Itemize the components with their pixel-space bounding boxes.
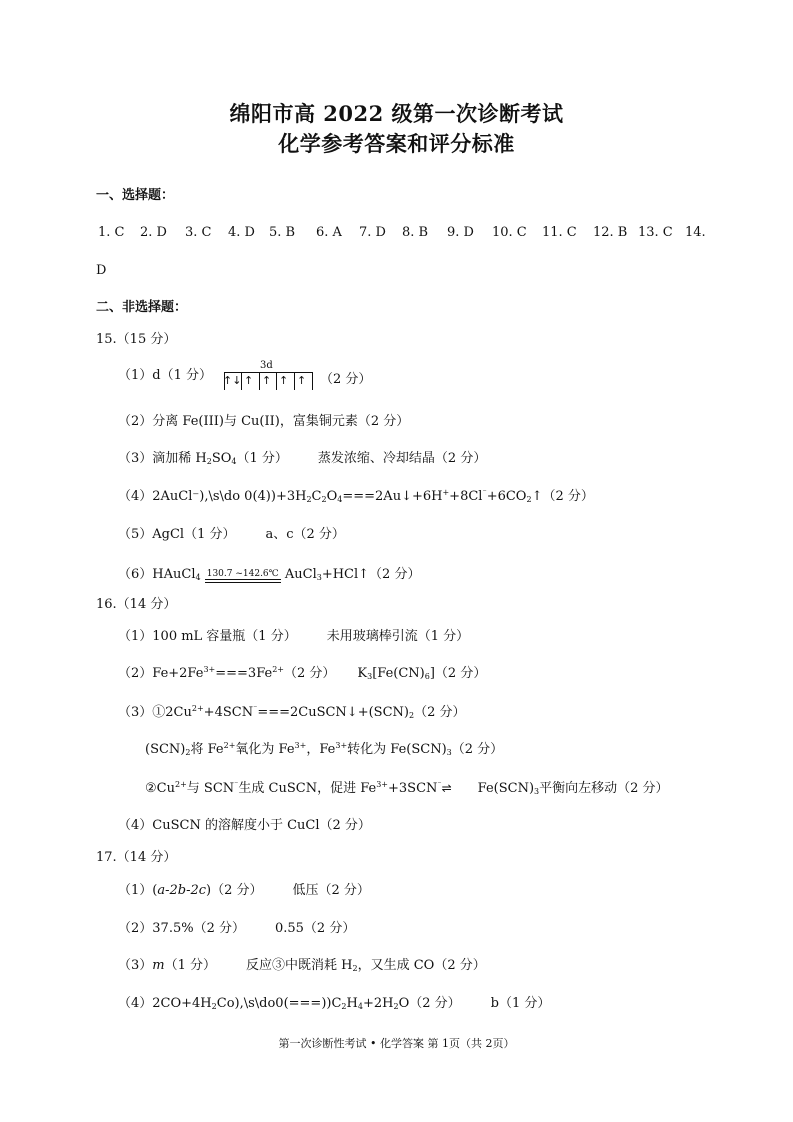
q16-header: 16.（14 分） [96,597,177,612]
q16-p1: （1）100 mL 容量瓶（1 分） 未用玻璃棒引流（1 分） [118,629,470,644]
q15-p1-prefix: （1）d（1 分） [118,368,212,383]
mc-answer: 12. B [593,225,628,240]
orbital-score: （2 分） [320,372,372,387]
q17-header: 17.（14 分） [96,850,177,865]
section2-heading: 二、非选择题： [96,300,188,315]
electron-pair-arrow-icon: ↑↓ [223,374,242,387]
q17-p3: （3）m（1 分） 反应③中既消耗 $H_2$，又生成 CO（2 分） [118,958,486,973]
mc-answer: 14. [685,225,706,240]
q16-p4: （4）CuSCN 的溶解度小于 CuCl（2 分） [118,818,371,833]
q16-p3-2: $(SCN)_2$将 $Fe^{2+}$氧化为 $Fe^{3+}$，$Fe^{3+}$转化为 $Fe(SCN)_3(2$ 分） [145,741,504,757]
mc-answer: 13. C [638,225,673,240]
q15-p2: （2）分离 Fe(III)与 Cu(II)，富集铜元素（2 分） [118,414,410,429]
mc-answer: 6. A [316,225,342,240]
q16-p2: $(2)Fe+2Fe^{3+}===3Fe^{2+}(2$ 分） $K_3[Fe(CN)_6](2$ 分） [118,665,487,681]
mc-answer: 2. D [140,225,167,240]
q15-p4: （4）2AuCl⁻),\s\do $0(4))+3H_2C_2O_4===2Au↓+6H^++8Cl^{^-}+6CO_2↑(2$ 分） [118,488,594,504]
section1-heading: 一、选择题： [96,188,175,203]
orbital-label: 3d [260,360,273,371]
mc-answer: 5. B [269,225,296,240]
electron-arrow-icon: ↑ [279,374,289,387]
q15-p5: （5）AgCl（1 分） a、c（2 分） [118,527,345,542]
equilibrium-arrow-icon: ⇌ [441,781,452,795]
mc-answer: 7. D [359,225,386,240]
mc-answer: 11. C [542,225,577,240]
doc-title-line1: 绵阳市高 2022 级第一次诊断考试 [229,101,564,126]
electron-arrow-icon: ↑ [262,374,272,387]
electron-arrow-icon: ↑ [244,374,254,387]
mc-answer: 3. C [185,225,212,240]
orbital-box-end [312,372,313,390]
electron-arrow-icon: ↑ [297,374,307,387]
mc-answer: 10. C [492,225,527,240]
q15-p3: （3）滴加稀 $H_2SO_4(1$ 分） 蒸发浓缩、冷却结晶（2 分） [118,451,487,466]
q17-p1: （1）(a-2b-2c)（2 分） 低压（2 分） [118,883,370,898]
q17-p4: $(4)2CO+4H_2Co),\backslash s\backslash do0(===))C_2H_4+2H_2O(2$ 分） b（1 分） [118,996,551,1011]
mc-answer: 1. C [98,225,125,240]
q16-p3-1: $(3)①2Cu^{2+}+4SCN^{^-}===2CuSCN↓+(SCN)_2(2$ 分） [118,704,466,720]
q16-p3-3: $②Cu^{2+}$与 SCN⁻生成 CuSCN，促进 $Fe^{3+}+3SCN^{^-}\rightleftharpoons$ $Fe(SCN)_3$平衡向左移动（2 分） [145,780,669,796]
doc-title-line2: 化学参考答案和评分标准 [278,131,515,156]
mc-answer: 9. D [447,225,474,240]
page-footer: 第一次诊断性考试 • 化学答案 第 1页（共 2页） [278,1037,515,1050]
orbital-diagram [218,360,398,392]
q15-p6: （6）HAuCl$_4$ 130.7 ~142.6℃ AuCl$_3$+HCl↑（2 分） [118,567,421,582]
mc-answer-wrap: D [96,263,107,278]
q17-p2: （2）37.5%（2 分） 0.55（2 分） [118,921,356,936]
reaction-condition-arrow: 130.7 ~142.6℃ [205,569,281,583]
mc-answer: 4. D [228,225,255,240]
q15-header: 15.（15 分） [96,332,177,347]
mc-answer: 8. B [402,225,429,240]
